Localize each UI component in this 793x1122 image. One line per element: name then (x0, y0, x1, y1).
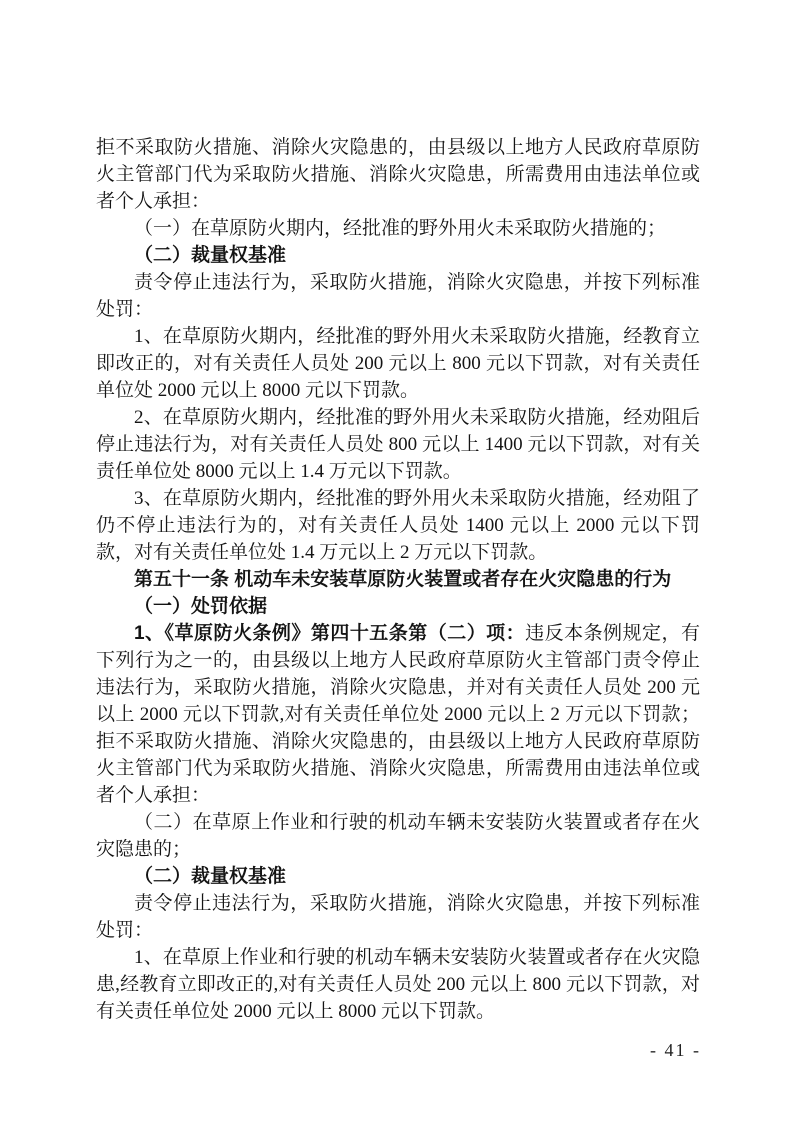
penalty-level-1-paragraph: 1、在草原防火期内，经批准的野外用火未采取防火措施，经教育立即改正的，对有关责任人员处 200 元以上 800 元以下罚款，对有关责任单位处 2000 元以上 8000 元以下罚款。 (96, 326, 700, 401)
penalty-intro-paragraph: 责令停止违法行为，采取防火措施，消除火灾隐患，并按下列标准处罚： (96, 272, 700, 320)
discretion-benchmark-heading-2: （二）裁量权基准 (134, 866, 287, 887)
discretion-benchmark-heading: （二）裁量权基准 (134, 245, 287, 266)
penalty-basis-heading: （一）处罚依据 (134, 596, 268, 617)
penalty-level-1-paragraph-2: 1、在草原上作业和行驶的机动车辆未安装防火装置或者存在火灾隐患,经教育立即改正的,对有关责任人员处 200 元以上 800 元以下罚款，对有关责任单位处 2000 元以上 8000 元以下罚款。 (96, 947, 700, 1022)
penalty-level-2-paragraph: 2、在草原防火期内，经批准的野外用火未采取防火措施，经劝阻后停止违法行为，对有关责任人员处 800 元以上 1400 元以下罚款，对有关责任单位处 8000 元以上 1.4 万元以下罚款。 (96, 407, 700, 482)
penalty-level-3-paragraph: 3、在草原防火期内，经批准的野外用火未采取防火措施，经劝阻了仍不停止违法行为的，对有关责任人员处 1400 元以上 2000 元以下罚款，对有关责任单位处 1.4 万元以上 2 万元以下罚款。 (96, 488, 700, 563)
document-body (96, 134, 700, 1025)
article-51-heading: 第五十一条 机动车未安装草原防火装置或者存在火灾隐患的行为 (134, 569, 672, 590)
continuation-paragraph: 拒不采取防火措施、消除火灾隐患的，由县级以上地方人民政府草原防火主管部门代为采取防火措施、消除火灾隐患，所需费用由违法单位或者个人承担： (96, 137, 700, 212)
item-one-paragraph: （一）在草原防火期内，经批准的野外用火未采取防火措施的； (134, 218, 667, 239)
paragraph-lead: 1、《草原防火条例》第四十五条第（二）项： (134, 623, 526, 644)
page-number: - 41 - (650, 1040, 701, 1060)
penalty-intro-paragraph-2: 责令停止违法行为，采取防火措施，消除火灾隐患，并按下列标准处罚： (96, 893, 700, 941)
legal-basis-paragraph: 1、《草原防火条例》第四十五条第（二）项：违反本条例规定，有下列行为之一的，由县级以上地方人民政府草原防火主管部门责令停止违法行为，采取防火措施，消除火灾隐患，并对有关责任人员处 200 元以上 2000 元以下罚款,对有关责任单位处 2000 元以上 2 万元以下罚款；拒不采取防火措施、消除火灾隐患的，由县级以上地方人民政府草原防火主管部门代为采取防火措施、消除火灾隐患，所需费用由违法单位或者个人承担： (96, 623, 700, 806)
item-two-paragraph: （二）在草原上作业和行驶的机动车辆未安装防火装置或者存在火灾隐患的； (96, 812, 700, 860)
